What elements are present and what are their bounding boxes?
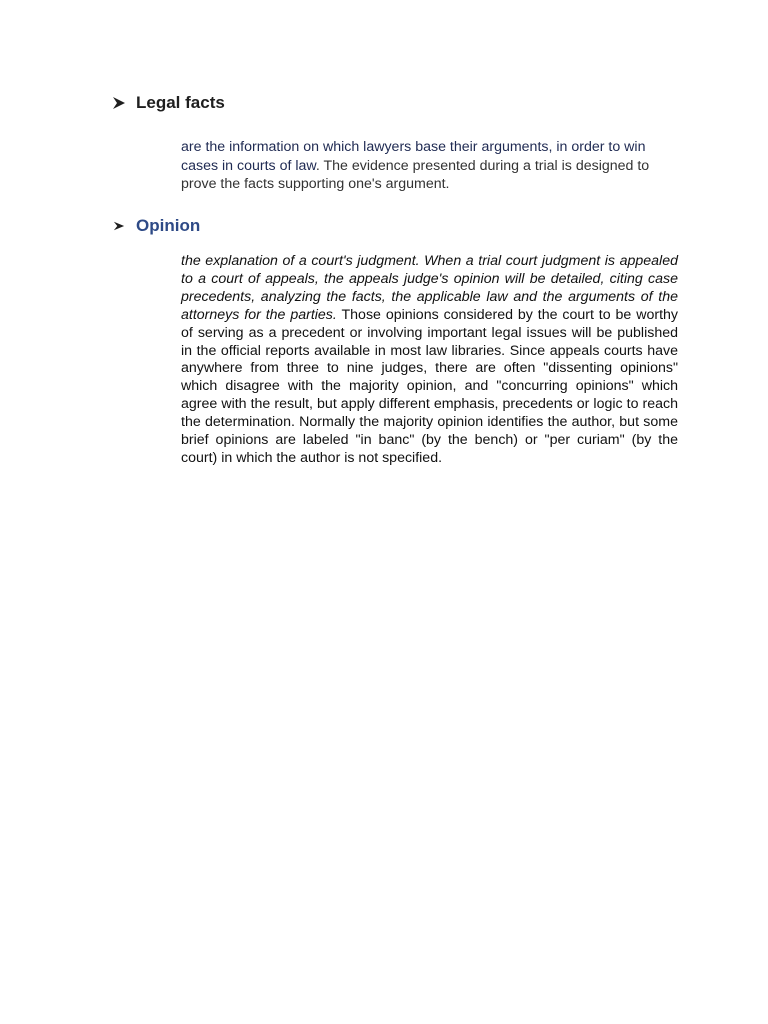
- body-text-italic: the explanation of a court's judgment. When a trial court judgment is appealed to a court of appeals, the appeals judge's opinion will be detailed, citing case precedents, analyzing the facts, the applicable law and the arguments of the attorneys for the parties.: [181, 253, 678, 323]
- body-text-regular: Those opinions considered by the court to be worthy of serving as a precedent or involving important legal issues will be published in the official reports available in most law libraries. Since appeals courts have anywhere from three to nine judges, there are often "dissenting opinions" which disagree with the majority opinion, and "concurring opinions" which agree with the result, but apply different emphasis, precedents or logic to reach the determination. Normally the majority opinion identifies the author, but some brief opinions are labeled "in banc" (by the bench) or "per curiam" (by the court) in which the author is not specified.: [181, 306, 678, 466]
- section-heading-text: Opinion: [136, 216, 201, 235]
- section-body-opinion: [181, 253, 678, 468]
- body-text-part-b: . The evidence presented during a trial is designed to prove the facts supporting one's argument.: [181, 157, 650, 192]
- arrowhead-bullet-icon: [112, 220, 128, 232]
- section-heading-opinion: [112, 216, 200, 236]
- body-text-part-a: are the information on which lawyers base their arguments, in order to win cases in courts of law: [181, 139, 646, 174]
- section-body-legal-facts: [181, 138, 678, 194]
- section-heading-text: Legal facts: [136, 93, 225, 112]
- arrowhead-bullet-icon: [112, 96, 128, 110]
- section-heading-legal-facts: [112, 93, 225, 113]
